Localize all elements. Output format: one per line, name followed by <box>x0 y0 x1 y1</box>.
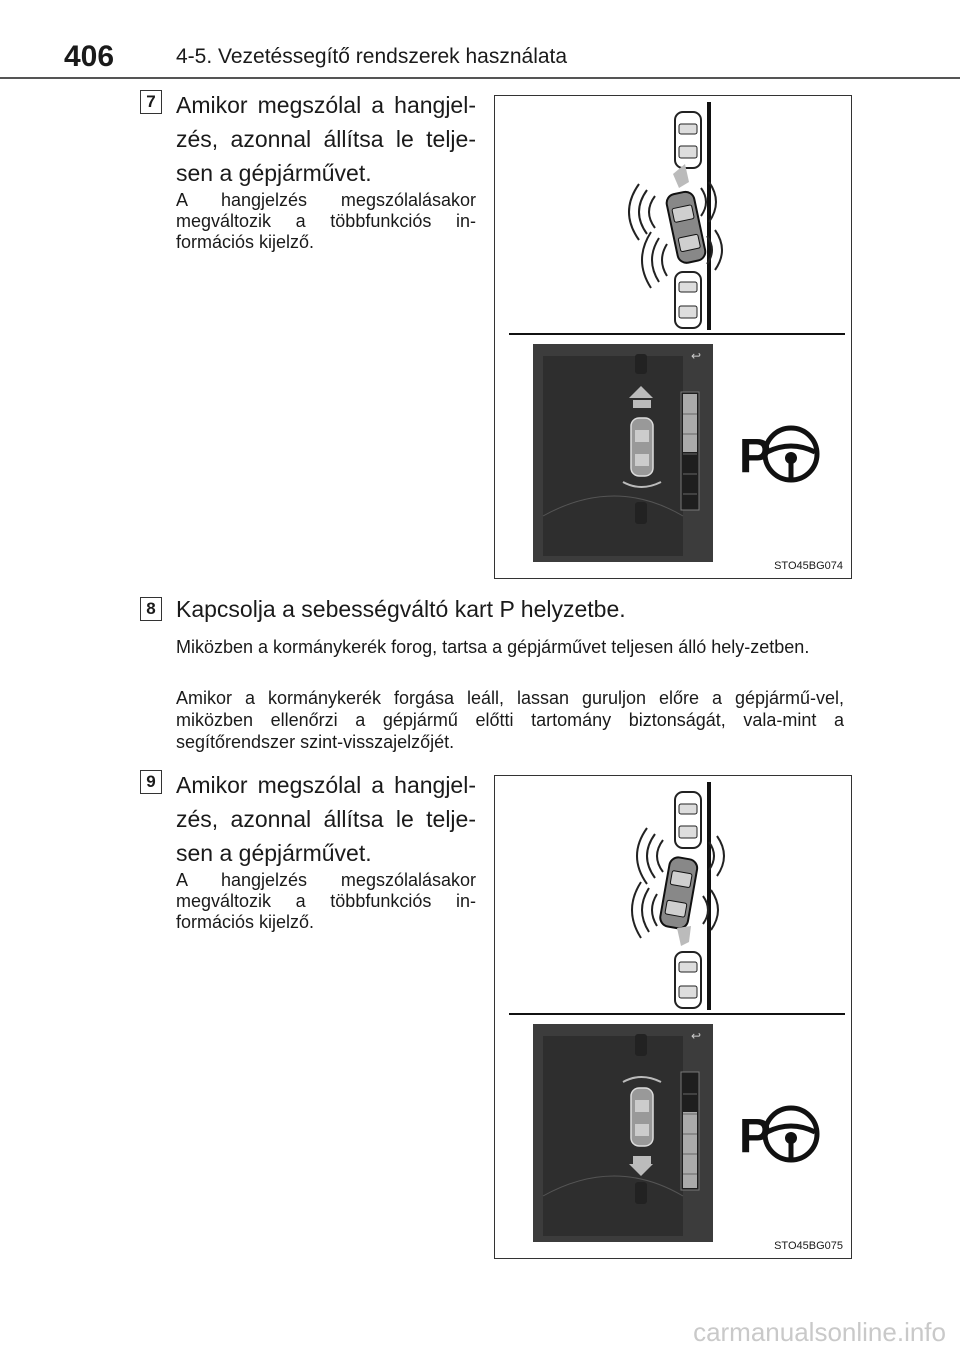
mfd-own-car <box>631 1088 653 1146</box>
step-9-badge: 9 <box>140 770 162 794</box>
backward-arrow <box>677 926 691 946</box>
step-9-note: A hangjelzés megszólalásakor megváltozik a többfunkciós in-formációs kijelző. <box>176 870 476 932</box>
parked-car-front <box>675 792 701 848</box>
steering-wheel-icon <box>765 428 817 480</box>
page-number: 406 <box>64 40 115 73</box>
step-9-figure <box>494 775 852 1259</box>
figure-code: STO45BG075 <box>774 1240 843 1252</box>
parked-car-rear <box>675 272 701 328</box>
step-8-badge: 8 <box>140 597 162 621</box>
step-7-instruction: Amikor megszólal a hangjel-zés, azonnal állítsa le telje-sen a gépjárművet. <box>176 92 476 186</box>
mfd-car-bottom <box>635 1182 647 1204</box>
own-car <box>659 856 699 930</box>
step-9-illustration <box>495 776 851 1258</box>
step-8-note-1: Miközben a kormánykerék forog, tartsa a gépjárművet teljesen álló hely-zetben. <box>176 637 810 657</box>
watermark: carmanualsonline.info <box>693 1317 946 1347</box>
figure-code: STO45BG074 <box>774 560 843 572</box>
step-8-instruction: Kapcsolja a sebességváltó kart P helyzetbe. <box>176 596 626 622</box>
mfd-return-icon: ↩ <box>691 349 702 363</box>
step-7-figure <box>494 95 852 579</box>
mfd-car-bottom <box>635 502 647 524</box>
parked-car-front <box>675 112 701 168</box>
mfd-car-top <box>635 354 647 374</box>
section-title: 4-5. Vezetéssegítő rendszerek használata <box>176 45 568 68</box>
parking-gear-symbol: P <box>739 1110 772 1163</box>
parked-car-rear <box>675 952 701 1008</box>
steering-wheel-icon <box>765 1108 817 1160</box>
step-7-badge: 7 <box>140 90 162 114</box>
header-divider <box>0 77 960 79</box>
step-9-instruction: Amikor megszólal a hangjel-zés, azonnal állítsa le telje-sen a gépjárművet. <box>176 772 476 866</box>
page-header <box>0 0 960 80</box>
mfd-own-car <box>631 418 653 476</box>
step-8-note-2: Amikor a kormánykerék forgása leáll, lassan guruljon előre a gépjármű-vel, miközben ellenőrzi a gépjármű előtti tartomány biztonságát, vala-mint a segítőrendszer szint-visszajelzőjét. <box>176 688 844 752</box>
own-car <box>665 190 707 264</box>
mfd-car-top <box>635 1034 647 1056</box>
step-7-note: A hangjelzés megszólalásakor megváltozik a többfunkciós in-formációs kijelző. <box>176 190 476 252</box>
step-7-illustration <box>495 96 851 578</box>
parking-gear-symbol: P <box>739 430 772 483</box>
mfd-return-icon: ↩ <box>691 1029 702 1043</box>
